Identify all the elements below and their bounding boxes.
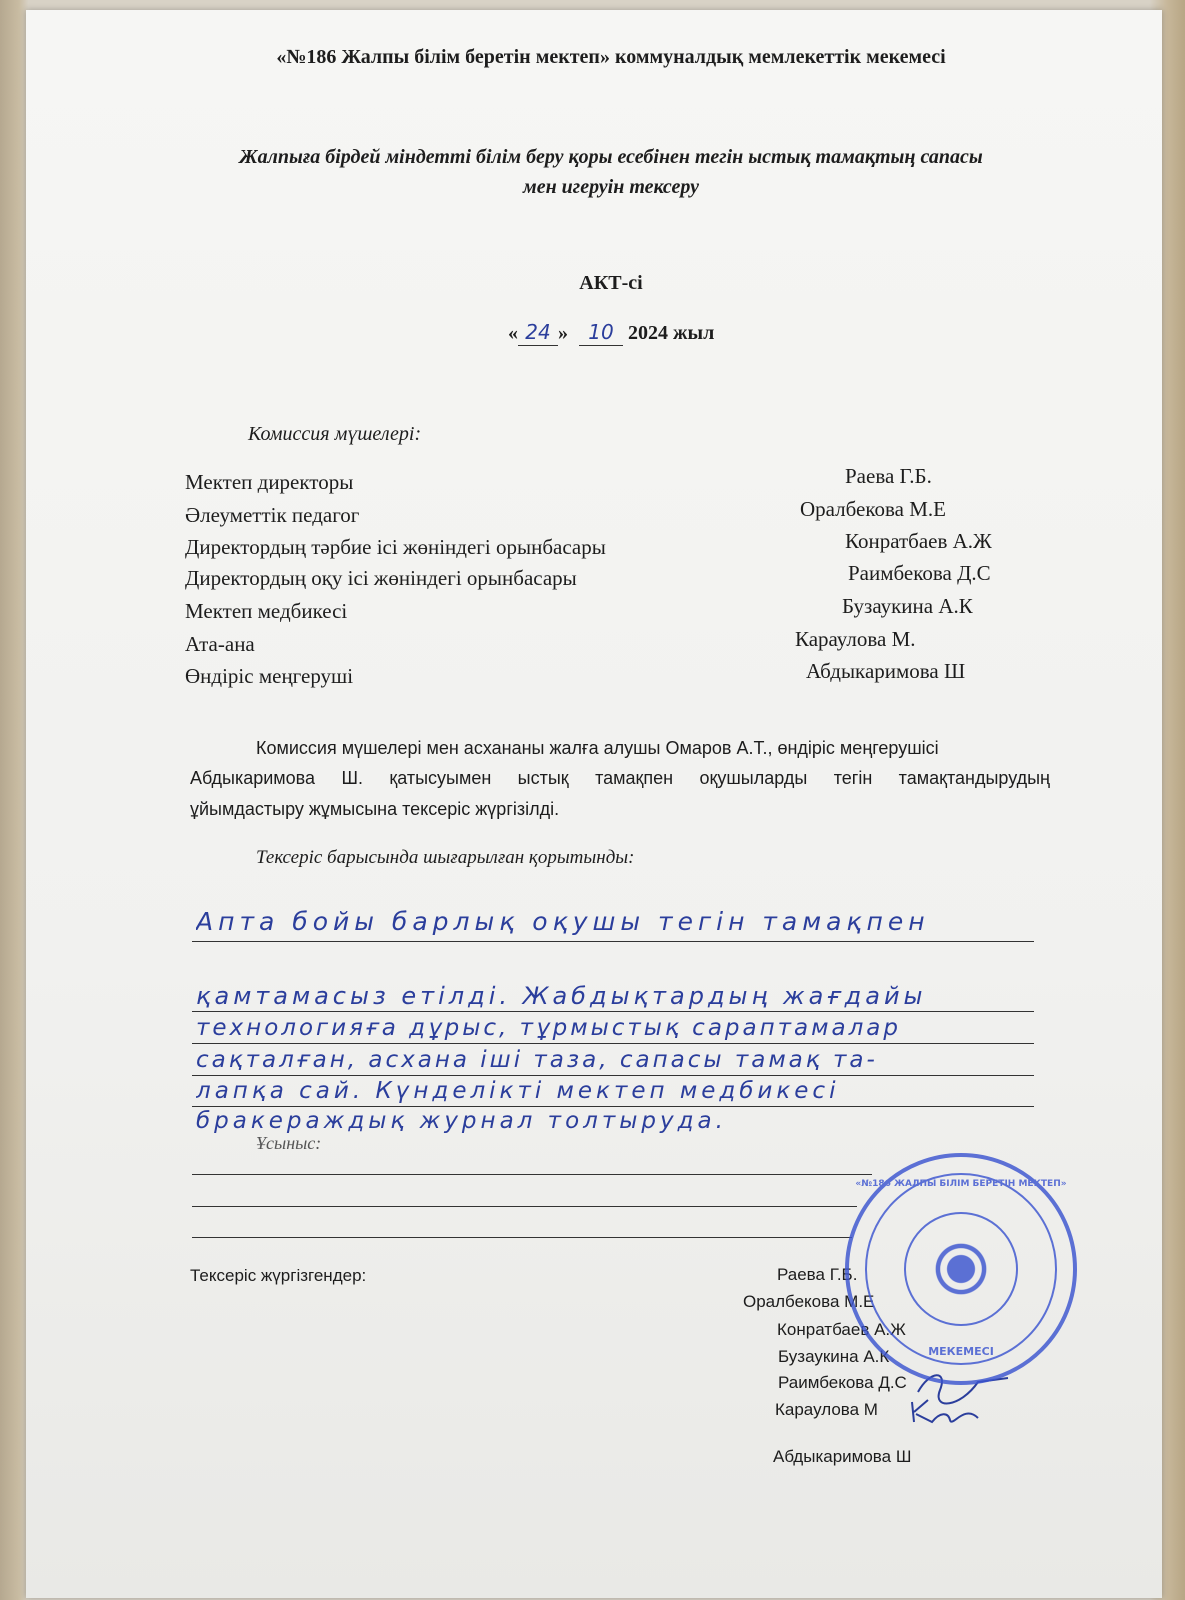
member-role: Әлеуметтік педагог xyxy=(185,503,360,527)
member-name: Конратбаев А.Ж xyxy=(845,529,992,553)
inspector-name: Караулова М xyxy=(775,1400,878,1419)
member-name: Абдыкаримова Ш xyxy=(806,659,966,683)
member-role: Мектеп медбикесі xyxy=(185,599,348,623)
title-line-1: Жалпыға бірдей міндетті білім беру қоры есебінен тегін ыстық тамақтың сапасы xyxy=(239,146,983,168)
member-role: Өндіріс меңгеруші xyxy=(185,664,354,688)
stamp-outer-text: «№186 ЖАЛПЫ БІЛІМ БЕРЕТІН МЕКТЕП» xyxy=(855,1179,1067,1189)
handwritten-line: бракераждық журнал толтыруда. xyxy=(196,1108,727,1134)
conclusion-line xyxy=(192,1043,1034,1044)
date-open-quote: « xyxy=(508,322,518,344)
stamp-emblem-icon xyxy=(929,1237,993,1301)
member-name: Раимбекова Д.С xyxy=(848,561,991,585)
conclusion-line xyxy=(192,941,1034,942)
commission-heading: Комиссия мүшелері: xyxy=(248,423,422,445)
member-role: Директордың тәрбие ісі жөніндегі орынбасары xyxy=(185,535,606,559)
date-close-quote: » xyxy=(558,322,568,344)
inspector-name: Бузаукина А.К xyxy=(778,1347,890,1366)
inspector-name: Конратбаев А.Ж xyxy=(777,1320,906,1339)
recommendation-heading: Ұсыныс: xyxy=(256,1133,322,1153)
inspectors-label: Тексеріс жүргізгендер: xyxy=(190,1266,367,1285)
signature-karaulova xyxy=(900,1392,990,1432)
recommendation-line xyxy=(192,1206,857,1207)
handwritten-line: лапқа сай. Күнделікті мектеп медбикесі xyxy=(196,1078,840,1104)
member-name: Оралбекова М.Е xyxy=(800,497,946,521)
member-role: Директордың оқу ісі жөніндегі орынбасары xyxy=(185,566,577,590)
date-year: 2024 жыл xyxy=(628,322,715,344)
inspector-name: Раимбекова Д.С xyxy=(778,1373,907,1392)
date-day: 24 xyxy=(525,320,551,344)
body-paragraph-line-2: Абдыкаримова Ш. қатысуымен ыстық тамақпен оқушыларды тегін тамақтандырудың xyxy=(190,768,1050,788)
handwritten-line: Апта бойы барлық оқушы тегін тамақпен xyxy=(196,907,930,936)
title-line-2: мен игеруін тексеру xyxy=(523,176,699,198)
member-name: Караулова М. xyxy=(795,627,916,651)
date-day-field xyxy=(518,320,558,346)
body-paragraph-line-1: Комиссия мүшелері мен асхананы жалға алушы Омаров А.Т., өндіріс меңгерушісі xyxy=(256,738,939,758)
conclusion-line xyxy=(192,1011,1034,1012)
conclusion-line xyxy=(192,1075,1034,1076)
member-role: Мектеп директоры xyxy=(185,470,354,494)
handwritten-line: технологияға дұрыс, тұрмыстық сараптамалар xyxy=(196,1015,901,1041)
recommendation-line xyxy=(192,1174,872,1175)
institution-name: «№186 Жалпы білім беретін мектеп» коммуналдық мемлекеттік мекемесі xyxy=(276,46,946,68)
official-stamp xyxy=(845,1153,1077,1385)
body-paragraph-line-3: ұйымдастыру жұмысына тексеріс жүргізілді. xyxy=(190,799,560,819)
date-month: 10 xyxy=(588,320,614,344)
inspector-name: Оралбекова М.Е xyxy=(743,1292,875,1311)
date-month-field xyxy=(579,320,623,346)
stamp-inner-text: МЕКЕМЕСІ xyxy=(928,1345,994,1358)
inspector-name: Абдыкаримова Ш xyxy=(773,1447,912,1466)
member-name: Бузаукина А.К xyxy=(842,594,973,618)
recommendation-line xyxy=(192,1237,852,1238)
document-date xyxy=(508,320,714,346)
handwritten-line: сақталған, асхана іші таза, сапасы тамақ та- xyxy=(196,1047,878,1073)
conclusion-heading: Тексеріс барысында шығарылған қорытынды: xyxy=(256,847,635,868)
member-name: Раева Г.Б. xyxy=(845,464,932,488)
handwritten-line: қамтамасыз етілді. Жабдықтардың жағдайы xyxy=(196,982,927,1010)
inspector-name: Раева Г.Б. xyxy=(777,1265,858,1284)
document-type: АКТ-сі xyxy=(579,272,643,294)
member-role: Ата-ана xyxy=(185,632,255,656)
conclusion-line xyxy=(192,1106,1034,1107)
